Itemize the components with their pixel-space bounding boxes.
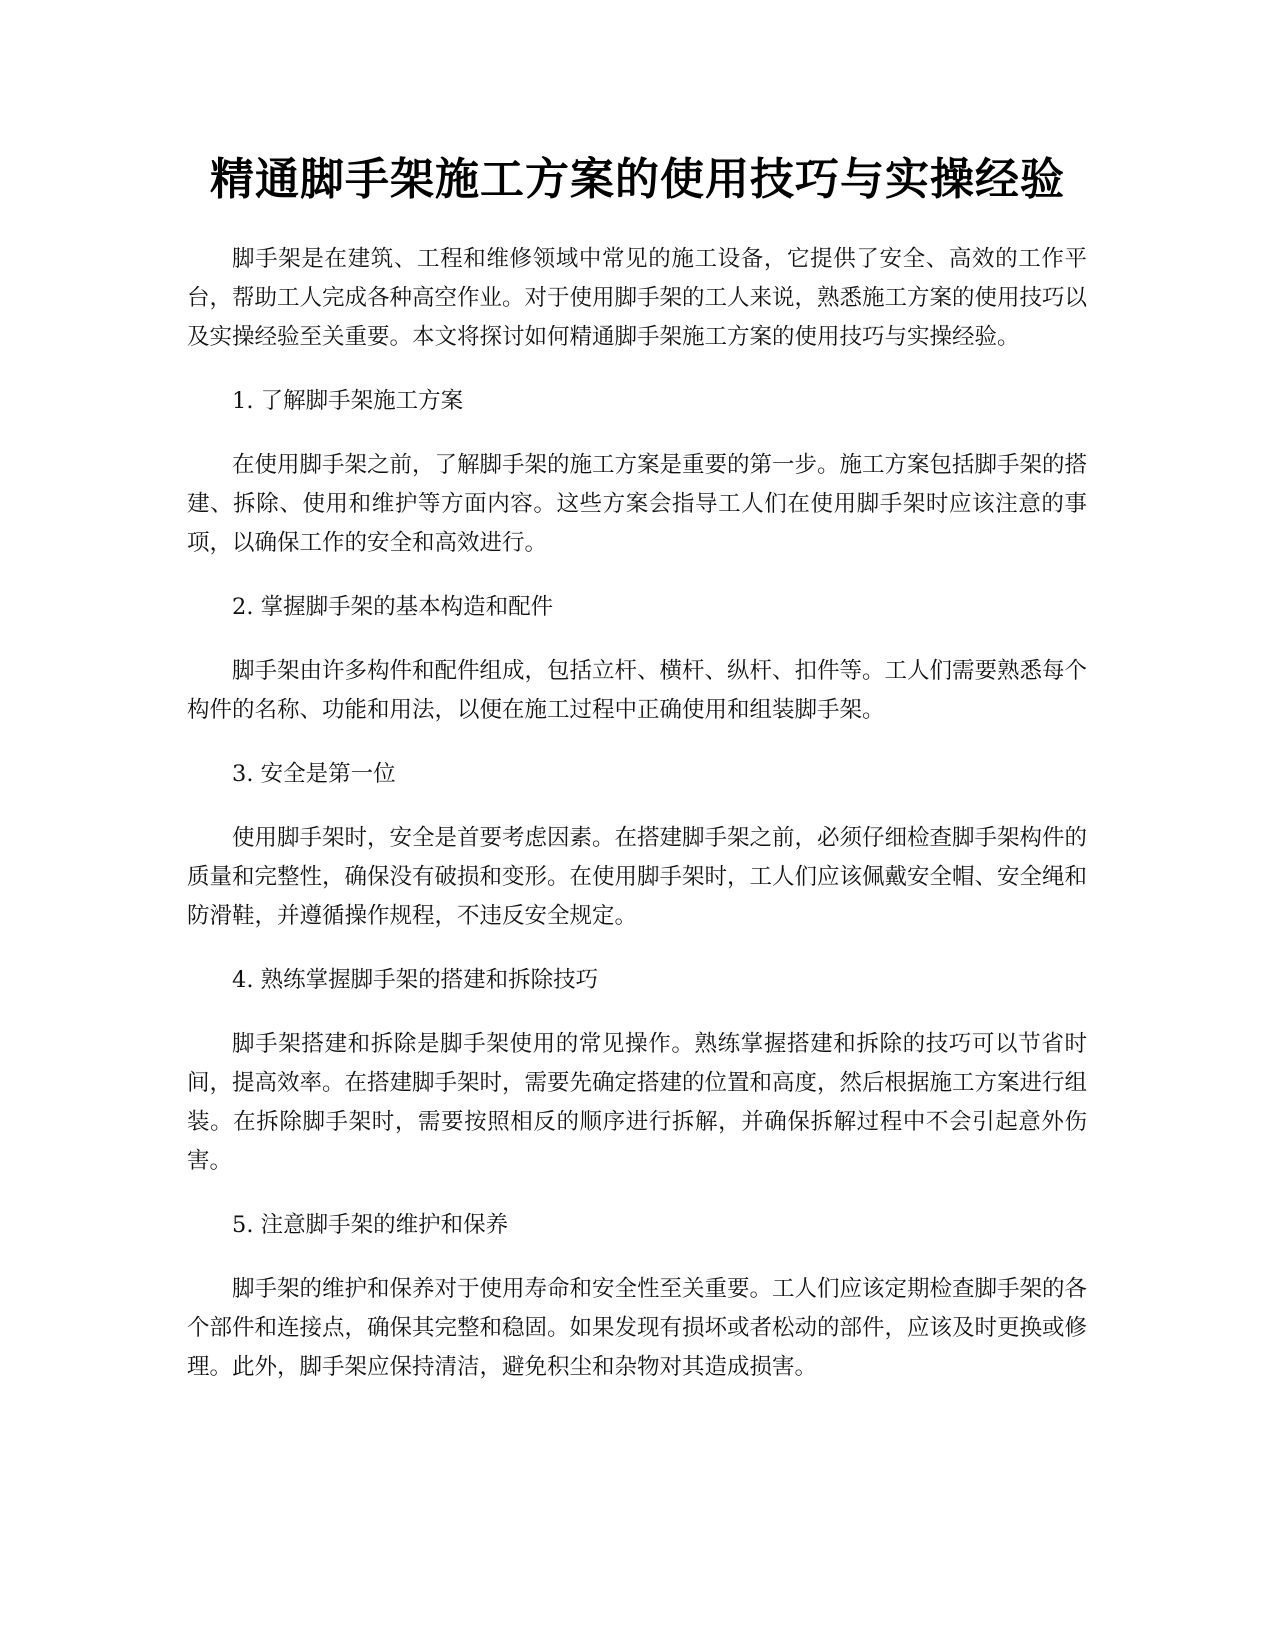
section-heading-4: 4. 熟练掌握脚手架的搭建和拆除技巧 [232,967,599,993]
section-heading-2: 2. 掌握脚手架的基本构造和配件 [232,594,554,620]
section-body-1: 在使用脚手架之前，了解脚手架的施工方案是重要的第一步。施工方案包括脚手架的搭建、拆除、使用和维护等方面内容。这些方案会指导工人们在使用脚手架时应该注意的事项，以确保工作的安全和高效进行。 [187,452,1088,556]
section-body-2: 脚手架由许多构件和配件组成，包括立杆、横杆、纵杆、扣件等。工人们需要熟悉每个构件的名称、功能和用法，以便在施工过程中正确使用和组装脚手架。 [187,658,1088,723]
document-body [187,240,1087,1412]
intro-paragraph: 脚手架是在建筑、工程和维修领域中常见的施工设备，它提供了安全、高效的工作平台，帮助工人完成各种高空作业。对于使用脚手架的工人来说，熟悉施工方案的使用技巧以及实操经验至关重要。本文将探讨如何精通脚手架施工方案的使用技巧与实操经验。 [187,246,1088,350]
section-heading-5: 5. 注意脚手架的维护和保养 [232,1212,509,1238]
section-body-5: 脚手架的维护和保养对于使用寿命和安全性至关重要。工人们应该定期检查脚手架的各个部件和连接点，确保其完整和稳固。如果发现有损坏或者松动的部件，应该及时更换或修理。此外，脚手架应保持清洁，避免积尘和杂物对其造成损害。 [187,1276,1088,1380]
section-body-3: 使用脚手架时，安全是首要考虑因素。在搭建脚手架之前，必须仔细检查脚手架构件的质量和完整性，确保没有破损和变形。在使用脚手架时，工人们应该佩戴安全帽、安全绳和防滑鞋，并遵循操作规程，不违反安全规定。 [187,825,1088,929]
section-heading-3: 3. 安全是第一位 [232,761,396,787]
section-body-4: 脚手架搭建和拆除是脚手架使用的常见操作。熟练掌握搭建和拆除的技巧可以节省时间，提高效率。在搭建脚手架时，需要先确定搭建的位置和高度，然后根据施工方案进行组装。在拆除脚手架时，需要按照相反的顺序进行拆解，并确保拆解过程中不会引起意外伤害。 [187,1031,1088,1174]
document-title: 精通脚手架施工方案的使用技巧与实操经验 [210,154,1065,205]
section-heading-1: 1. 了解脚手架施工方案 [232,388,464,414]
